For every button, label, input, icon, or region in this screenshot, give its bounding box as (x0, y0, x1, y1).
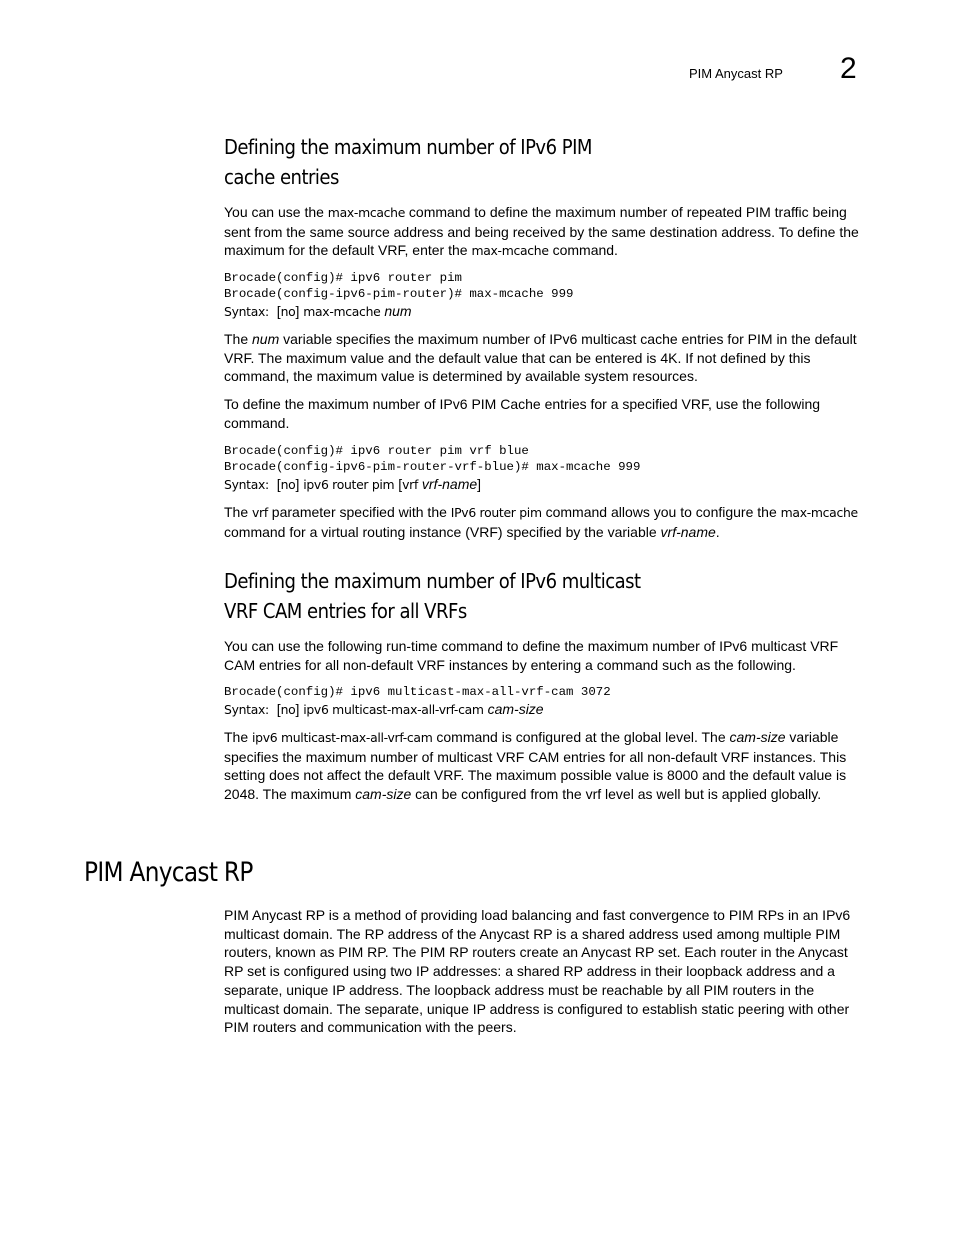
heading-line: VRF CAM entries for all VRFs (224, 599, 467, 623)
section-vrf-cam (224, 566, 869, 626)
section-pim-cache (224, 132, 869, 192)
syntax-line: Syntax: [no] max-mcache num (224, 303, 412, 319)
paragraph: The vrf parameter specified with the IPv6 router pim command allows you to configure the max-mcache command for a virtual routing instance (VRF) specified by the variable vrf-name. (224, 504, 858, 540)
syntax-label: Syntax: (224, 304, 269, 319)
paragraph: To define the maximum number of IPv6 PIM Cache entries for a specified VRF, use the following command. (224, 396, 821, 431)
chapter-section-heading: PIM Anycast RP (84, 857, 253, 888)
header-section-title: PIM Anycast RP (689, 66, 783, 81)
command-name: max-mcache (327, 205, 406, 220)
paragraph: The ipv6 multicast-max-all-vrf-cam command is configured at the global level. The cam-size variable specifies the maximum number of multicast VRF CAM entries for all non-default VRF instances. This setting does not affect the default VRF. The maximum possible value is 8000 and the default value is 2048. The maximum cam-size can be configured from the vrf level as well but is applied globally. (224, 729, 847, 803)
heading-line: Defining the maximum number of IPv6 PIM (224, 135, 592, 159)
code-text: Brocade(config)# ipv6 multicast-max-all-vrf-cam 3072 (224, 685, 611, 699)
section-heading (224, 566, 792, 626)
syntax-label: Syntax: (224, 477, 269, 492)
code-text: Brocade(config)# ipv6 router pim vrf blue Brocade(config-ipv6-pim-router-vrf-blue)# max-mcache 999 (224, 444, 641, 474)
syntax-line: Syntax: [no] ipv6 multicast-max-all-vrf-cam cam-size (224, 701, 544, 717)
paragraph: You can use the following run-time command to define the maximum number of IPv6 multicast VRF CAM entries for all non-default VRF instances by entering a command such as the following. (224, 638, 839, 673)
heading-line: Defining the maximum number of IPv6 multicast (224, 569, 641, 593)
heading-line: cache entries (224, 165, 339, 189)
syntax-line: Syntax: [no] ipv6 router pim [vrf vrf-name] (224, 476, 482, 492)
paragraph: The num variable specifies the maximum number of IPv6 multicast cache entries for PIM in the default VRF. The maximum value and the default value that can be entered is 4K. If not defined by this command, the maximum value is determined by available system resources. (224, 331, 857, 385)
code-block (224, 684, 869, 700)
command-name: max-mcache (471, 243, 549, 259)
code-block (224, 443, 869, 475)
section-heading (224, 132, 792, 192)
code-text: Brocade(config)# ipv6 router pim Brocade(config-ipv6-pim-router)# max-mcache 999 (224, 271, 574, 301)
paragraph: You can use the max-mcache command to define the maximum number of repeated PIM traffic being sent from the same source address and being received by the same destination address. To define the maximum for the default VRF, enter the max-mcache command. (224, 204, 859, 259)
chapter-number: 2 (840, 52, 857, 85)
syntax-label: Syntax: (224, 702, 269, 717)
code-block (224, 270, 869, 302)
paragraph: PIM Anycast RP is a method of providing load balancing and fast convergence to PIM RPs in an IPv6 multicast domain. The RP address of the Anycast RP is a shared address used among multiple PIM routers, known as PIM RP. The PIM RP routers create an Anycast RP set. Each router in the Anycast RP set is configured using two IP addresses: a shared RP address in their loopback address and a separate, unique IP address. The loopback address must be reachable by all PIM routers in the multicast domain. The separate, unique IP address is configured to establish static peering with other PIM routers and communication with the peers. (224, 907, 851, 1036)
